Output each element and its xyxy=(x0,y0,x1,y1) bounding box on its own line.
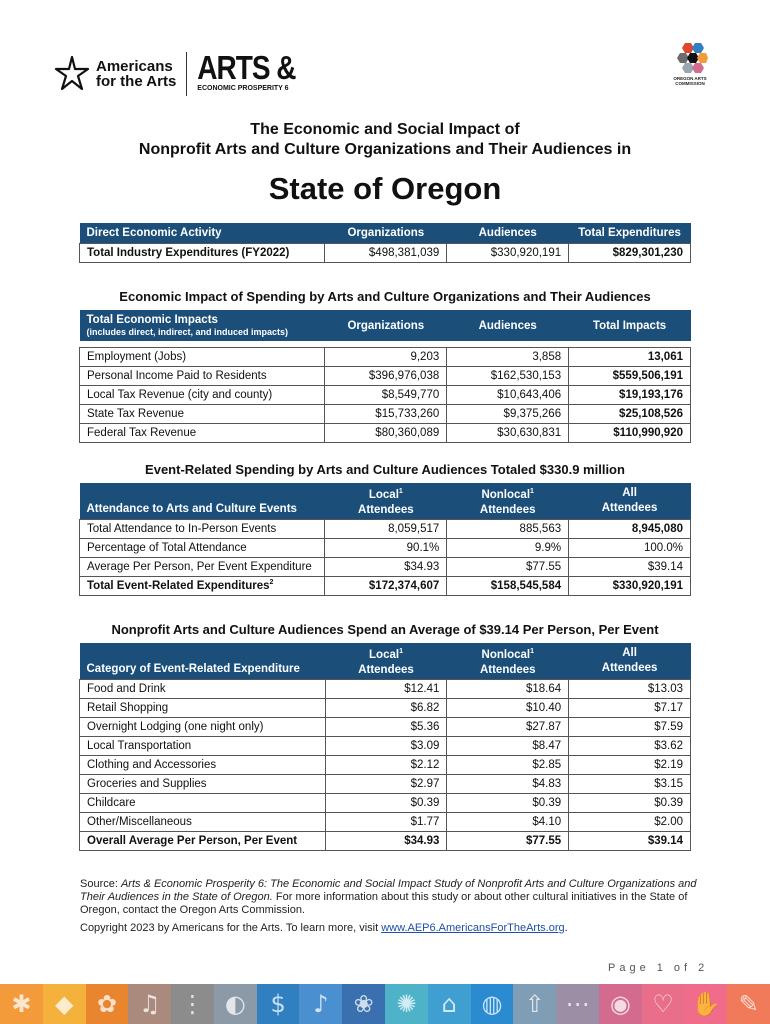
direct-header-activity: Direct Economic Activity xyxy=(80,223,325,243)
spend-label: Overnight Lodging (one night only) xyxy=(80,717,326,736)
impact-header-orgs: Organizations xyxy=(325,310,447,341)
footer-band-tile xyxy=(385,984,428,1024)
footer-band-tile xyxy=(727,984,770,1024)
spend-all: $2.00 xyxy=(569,812,691,831)
spend-label: Other/Miscellaneous xyxy=(80,812,326,831)
aep6-title: ARTS & xyxy=(197,48,296,86)
footer-band-tile xyxy=(599,984,642,1024)
copyright-note xyxy=(80,922,700,934)
decorative-icon: ♡ xyxy=(652,990,674,1018)
direct-label: Total Industry Expenditures (FY2022) xyxy=(80,243,325,262)
impact-label: Personal Income Paid to Residents xyxy=(80,366,325,385)
spend-total-label: Overall Average Per Person, Per Event xyxy=(80,831,326,850)
table-row xyxy=(80,538,691,557)
spend-header-main: Category of Event-Related Expenditure xyxy=(80,643,326,679)
impact-audiences: $162,530,153 xyxy=(447,366,569,385)
page-number: Page 1 of 2 xyxy=(608,962,709,974)
impact-header-title: Total Economic Impacts xyxy=(86,313,218,326)
spend-total-local: $34.93 xyxy=(325,831,447,850)
source-title: Arts & Economic Prosperity 6: The Economic and Social Impact Study of Nonprofit Arts and Culture Organizations and Their Audiences in the State of Oregon. xyxy=(80,878,697,903)
spend-all: $7.59 xyxy=(569,717,691,736)
decorative-icon: ◐ xyxy=(224,990,246,1018)
title-line-1: The Economic and Social Impact of xyxy=(250,121,520,138)
table-row xyxy=(80,793,691,812)
title-line-2: Nonprofit Arts and Culture Organizations and Their Audiences in xyxy=(138,141,632,158)
star-icon xyxy=(52,54,92,94)
impact-section-title: Economic Impact of Spending by Arts and Culture Organizations and Their Audiences xyxy=(119,289,651,304)
direct-activity-table xyxy=(79,223,691,263)
decorative-icon: ❀ xyxy=(353,990,374,1018)
event-label: Average Per Person, Per Event Expenditure xyxy=(80,557,325,576)
local-label: Local xyxy=(368,488,399,501)
oac-text-1: OREGON ARTS xyxy=(673,76,707,81)
impact-label: Employment (Jobs) xyxy=(80,347,325,366)
spend-label: Groceries and Supplies xyxy=(80,774,326,793)
table-row xyxy=(80,679,691,698)
spend-header-local xyxy=(325,643,447,679)
footer-band-tile xyxy=(128,984,171,1024)
impact-header-total: Total Impacts xyxy=(569,310,691,341)
event-total-label xyxy=(80,576,325,595)
table-row xyxy=(80,519,691,538)
event-header-all xyxy=(569,483,691,519)
footer-band-tile xyxy=(513,984,556,1024)
impact-orgs: 9,203 xyxy=(325,347,447,366)
footnote-2: 2 xyxy=(269,579,274,587)
footer-band-tile xyxy=(86,984,129,1024)
decorative-icon: ✋ xyxy=(690,990,721,1018)
footer-band-tile xyxy=(214,984,257,1024)
event-local: $34.93 xyxy=(325,557,447,576)
spend-nonlocal: $4.83 xyxy=(447,774,569,793)
event-local: 90.1% xyxy=(325,538,447,557)
event-all: $39.14 xyxy=(569,557,691,576)
footer-band-tile xyxy=(342,984,385,1024)
table-row xyxy=(80,347,691,366)
spend-all: $0.39 xyxy=(569,793,691,812)
source-prefix: Source: xyxy=(80,878,121,890)
americans-for-the-arts-logo xyxy=(52,48,296,96)
spend-local: $5.36 xyxy=(325,717,447,736)
attendees-label: Attendees xyxy=(601,501,658,514)
attendees-label: Attendees xyxy=(479,503,536,516)
event-header-main: Attendance to Arts and Culture Events xyxy=(80,483,325,519)
footnote-1: 1 xyxy=(399,647,403,655)
spend-label: Food and Drink xyxy=(80,679,326,698)
source-rest: For more information about this study or about other cultural initiatives in the State of Oregon, contact the Oregon Arts Commission. xyxy=(80,891,688,916)
afta-line-2: for the Arts xyxy=(96,73,177,90)
spend-all: $13.03 xyxy=(569,679,691,698)
spend-nonlocal: $27.87 xyxy=(447,717,569,736)
impact-total: $25,108,526 xyxy=(569,404,691,423)
spend-local: $2.97 xyxy=(325,774,447,793)
table-row xyxy=(80,385,691,404)
state-title: State of Oregon xyxy=(268,171,502,206)
decorative-icon: ✱ xyxy=(11,990,32,1018)
impact-total: $19,193,176 xyxy=(569,385,691,404)
footer-band-tile xyxy=(0,984,43,1024)
spend-all: $3.15 xyxy=(569,774,691,793)
table-row xyxy=(80,736,691,755)
spend-label: Local Transportation xyxy=(80,736,326,755)
economic-impact-table xyxy=(79,310,691,443)
event-nonlocal: 9.9% xyxy=(447,538,569,557)
event-section-title: Event-Related Spending by Arts and Culture Audiences Totaled $330.9 million xyxy=(145,462,625,477)
decorative-footer-band xyxy=(0,984,770,1024)
oregon-arts-commission-logo xyxy=(660,42,720,86)
decorative-icon: $ xyxy=(270,990,286,1018)
impact-orgs: $396,976,038 xyxy=(325,366,447,385)
source-note xyxy=(80,878,700,917)
footer-band-tile xyxy=(556,984,599,1024)
decorative-icon: ✎ xyxy=(738,990,759,1018)
spend-nonlocal: $8.47 xyxy=(447,736,569,755)
nonlocal-label: Nonlocal xyxy=(481,488,531,501)
impact-audiences: $10,643,406 xyxy=(447,385,569,404)
decorative-icon: ◆ xyxy=(54,990,74,1018)
impact-orgs: $8,549,770 xyxy=(325,385,447,404)
attendees-label: Attendees xyxy=(358,663,414,676)
decorative-icon: ◍ xyxy=(481,990,503,1018)
impact-label: Local Tax Revenue (city and county) xyxy=(80,385,325,404)
footer-band-tile xyxy=(299,984,342,1024)
impact-audiences: $9,375,266 xyxy=(447,404,569,423)
direct-total-value: $829,301,230 xyxy=(569,243,691,262)
event-nonlocal: 885,563 xyxy=(447,519,569,538)
all-label: All xyxy=(622,646,637,659)
footer-band-tile xyxy=(428,984,471,1024)
decorative-icon: ⇧ xyxy=(524,990,545,1018)
spend-all: $7.17 xyxy=(569,698,691,717)
direct-header-orgs: Organizations xyxy=(325,223,447,243)
attendees-label: Attendees xyxy=(358,503,414,516)
event-nonlocal: $77.55 xyxy=(447,557,569,576)
event-total-nonlocal: $158,545,584 xyxy=(447,576,569,595)
spend-label: Retail Shopping xyxy=(80,698,326,717)
direct-orgs-value: $498,381,039 xyxy=(325,243,447,262)
table-row xyxy=(80,698,691,717)
impact-header-audiences: Audiences xyxy=(447,310,569,341)
table-row xyxy=(80,557,691,576)
spend-local: $1.77 xyxy=(325,812,447,831)
attendees-label: Attendees xyxy=(601,661,658,674)
event-header-nonlocal xyxy=(447,483,569,519)
copyright-text: Copyright 2023 by Americans for the Arts. To learn more, visit xyxy=(80,922,382,934)
impact-total: $559,506,191 xyxy=(569,366,691,385)
event-label: Total Attendance to In-Person Events xyxy=(80,519,325,538)
impact-label: State Tax Revenue xyxy=(80,404,325,423)
spend-local: $0.39 xyxy=(325,793,447,812)
nonlocal-label: Nonlocal xyxy=(481,648,531,661)
per-person-spending-table xyxy=(79,643,691,851)
footer-band-tile xyxy=(685,984,728,1024)
decorative-icon: ✺ xyxy=(396,990,417,1018)
spend-local: $12.41 xyxy=(325,679,447,698)
spend-header-nonlocal xyxy=(447,643,569,679)
spend-header-all xyxy=(569,643,691,679)
event-local: 8,059,517 xyxy=(325,519,447,538)
spend-all: $2.19 xyxy=(569,755,691,774)
direct-header-audiences: Audiences xyxy=(447,223,569,243)
spend-local: $3.09 xyxy=(325,736,447,755)
event-all: 8,945,080 xyxy=(569,519,691,538)
spend-local: $2.12 xyxy=(325,755,447,774)
direct-audiences-value: $330,920,191 xyxy=(447,243,569,262)
footer-band-tile xyxy=(471,984,514,1024)
spend-all: $3.62 xyxy=(569,736,691,755)
event-header-local xyxy=(325,483,447,519)
event-total-local: $172,374,607 xyxy=(325,576,447,595)
footer-band-tile xyxy=(257,984,300,1024)
table-row xyxy=(80,717,691,736)
decorative-icon: ✿ xyxy=(96,990,118,1018)
footer-band-tile xyxy=(43,984,86,1024)
spend-label: Childcare xyxy=(80,793,326,812)
spend-section-title: Nonprofit Arts and Culture Audiences Spend an Average of $39.14 Per Person, Per Event xyxy=(111,622,659,637)
footer-band-tile xyxy=(171,984,214,1024)
table-row xyxy=(80,755,691,774)
aep6-subtitle: ECONOMIC PROSPERITY 6 xyxy=(197,85,289,92)
impact-header-sub: (includes direct, indirect, and induced impacts) xyxy=(86,326,289,337)
attendees-label: Attendees xyxy=(479,663,536,676)
impact-total: $110,990,920 xyxy=(569,423,691,442)
aep6-logo xyxy=(197,48,296,93)
impact-orgs: $80,360,089 xyxy=(325,423,447,442)
title-block xyxy=(0,120,770,208)
event-label: Percentage of Total Attendance xyxy=(80,538,325,557)
event-total-text: Total Event-Related Expenditures xyxy=(87,579,270,592)
afta-line-1: Americans xyxy=(96,58,173,75)
footnote-1: 1 xyxy=(398,487,403,495)
spend-total-all: $39.14 xyxy=(569,831,691,850)
table-row xyxy=(80,404,691,423)
spend-nonlocal: $18.64 xyxy=(447,679,569,698)
decorative-icon: ⌂ xyxy=(441,990,457,1018)
table-row xyxy=(80,812,691,831)
page-header xyxy=(0,0,770,110)
footer-band-tile xyxy=(642,984,685,1024)
impact-orgs: $15,733,260 xyxy=(325,404,447,423)
decorative-icon: ⋯ xyxy=(565,990,590,1018)
impact-label: Federal Tax Revenue xyxy=(80,423,325,442)
aep6-link[interactable]: www.AEP6.AmericansForTheArts.org xyxy=(381,922,565,934)
spend-total-nonlocal: $77.55 xyxy=(447,831,569,850)
event-all: 100.0% xyxy=(569,538,691,557)
direct-header-total: Total Expenditures xyxy=(569,223,691,243)
event-total-all: $330,920,191 xyxy=(569,576,691,595)
all-label: All xyxy=(622,486,637,499)
impact-audiences: 3,858 xyxy=(447,347,569,366)
decorative-icon: ◉ xyxy=(609,990,631,1018)
decorative-icon: ♫ xyxy=(138,990,161,1018)
event-spending-table xyxy=(79,483,691,596)
oac-text-2: COMMISSION xyxy=(675,81,705,86)
footnote-1: 1 xyxy=(530,647,535,655)
local-label: Local xyxy=(369,648,400,661)
impact-header-main xyxy=(80,310,325,341)
decorative-icon: ⋮ xyxy=(180,990,205,1018)
table-row-total xyxy=(80,831,691,850)
copyright-end: . xyxy=(564,922,568,934)
impact-audiences: $30,630,831 xyxy=(447,423,569,442)
table-row xyxy=(80,423,691,442)
footnote-1: 1 xyxy=(530,487,534,495)
impact-total: 13,061 xyxy=(569,347,691,366)
table-row xyxy=(80,243,691,262)
table-row-total xyxy=(80,576,691,595)
spend-local: $6.82 xyxy=(325,698,447,717)
spend-nonlocal: $10.40 xyxy=(447,698,569,717)
hexagon-cluster-icon xyxy=(672,42,708,76)
logo-divider xyxy=(186,52,187,96)
spend-nonlocal: $4.10 xyxy=(447,812,569,831)
table-row xyxy=(80,774,691,793)
table-row xyxy=(80,366,691,385)
decorative-icon: ♪ xyxy=(313,990,329,1018)
spend-nonlocal: $2.85 xyxy=(447,755,569,774)
spend-label: Clothing and Accessories xyxy=(80,755,326,774)
spend-nonlocal: $0.39 xyxy=(447,793,569,812)
